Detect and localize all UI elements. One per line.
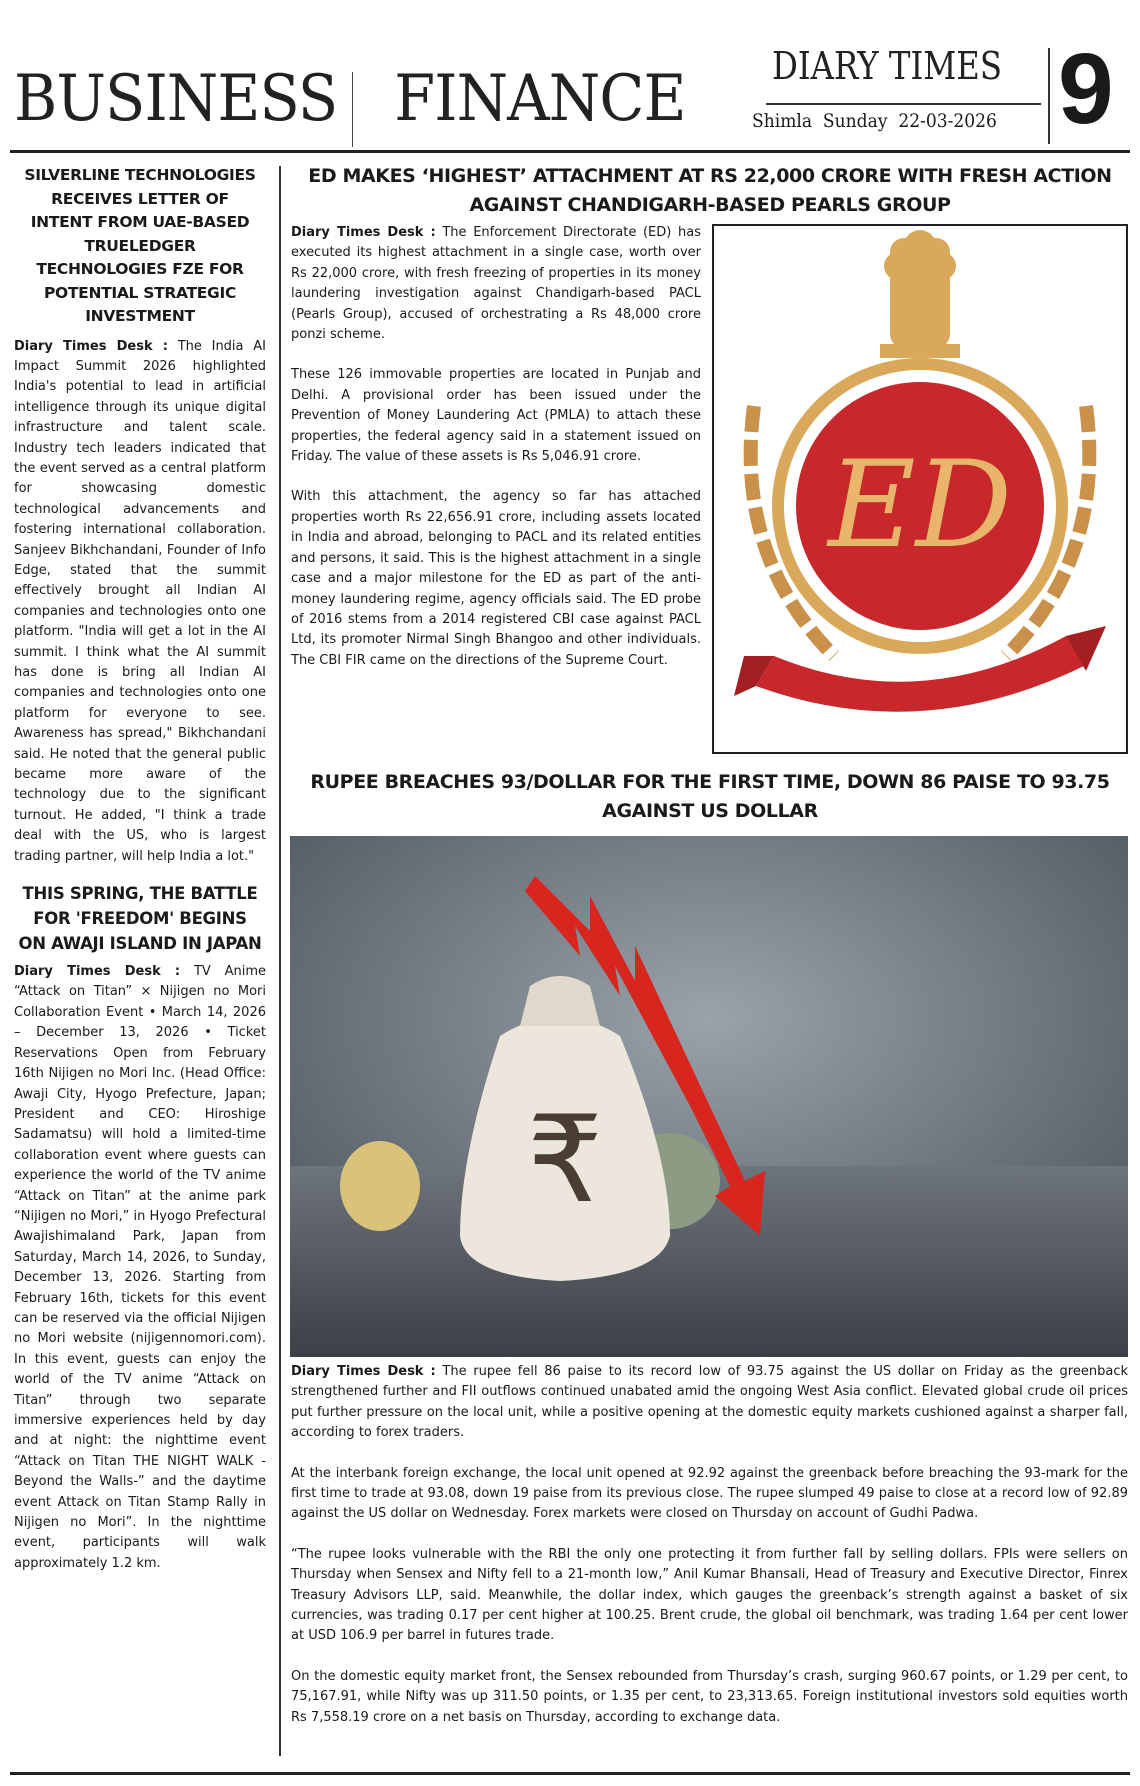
headline: THIS SPRING, THE BATTLE FOR 'FREEDOM' BEGINS ON AWAJI ISLAND IN JAPAN — [18, 884, 262, 954]
article-silverline — [14, 164, 266, 867]
day: Sunday — [822, 110, 888, 132]
article-awaji — [14, 881, 266, 1574]
paragraph: At the interbank foreign exchange, the local unit opened at 92.92 against the greenback before breaching the 93-mark for the first time to trade at 93.08, down 19 paise from its previous close. The rupee slumped 49 paise to close at a record low of 92.89 against the US dollar on Wednesday. Forex markets were closed on Thursday on account of Gudhi Padwa. — [291, 1465, 1128, 1522]
column-divider — [279, 166, 281, 1756]
headline: SILVERLINE TECHNOLOGIES RECEIVES LETTER OF INTENT FROM UAE-BASED TRUELEDGER TECHNOLOGIES FZE FOR POTENTIAL STRATEGIC INVESTMENT — [24, 166, 256, 325]
dateline — [752, 110, 997, 132]
masthead-divider — [352, 72, 353, 147]
ed-logo-image — [712, 224, 1128, 754]
section-business: BUSINESS — [14, 62, 338, 136]
bottom-rule — [10, 1772, 1130, 1775]
byline: Diary Times Desk : — [14, 338, 168, 354]
rupee-photo — [290, 836, 1128, 1357]
rupee-headline: RUPEE BREACHES 93/DOLLAR FOR THE FIRST TIME, DOWN 86 PAISE TO 93.75 AGAINST US DOLLAR — [310, 771, 1110, 822]
page-number: 9 — [1058, 33, 1114, 145]
top-rule — [10, 150, 1130, 153]
article-body — [14, 337, 266, 868]
paragraph: “The rupee looks vulnerable with the RBI the only one protecting it from further fall by selling dollars. FPIs were sellers on Thursday when Sensex and Nifty fell to a 21-month low,” Anil Kumar Bhansali, Head of Treasury and Executive Director, Finrex Treasury Advisors LLP, said. Meanwhile, the dollar index, which gauges the greenback’s strength against a basket of six currencies, was trading 0.17 per cent higher at 100.25. Brent crude, the global oil benchmark, was trading 1.64 per cent lower at USD 106.9 per barrel in futures trade. — [291, 1546, 1128, 1644]
date: 22-03-2026 — [898, 110, 997, 132]
paragraph: The rupee fell 86 paise to its record low of 93.75 against the US dollar on Friday as the greenback strengthened further and FII outflows continued unabated amid the ongoing West Asia conflict. Elevated global crude oil prices put further pressure on the local unit, while a positive opening at the domestic equity markets cushioned against a sharper fall, according to forex traders. — [291, 1364, 1128, 1441]
city: Shimla — [752, 110, 813, 132]
paragraph: The Enforcement Directorate (ED) has executed its highest attachment in a single case, worth over Rs 22,000 crore, with fresh freezing of properties in its money laundering investigation against Chandigarh-based PACL (Pearls Group), accused of orchestrating a Rs 48,000 crore ponzi scheme. — [291, 225, 701, 343]
paragraph: With this attachment, the agency so far has attached properties worth Rs 22,656.91 crore, including assets located in India and abroad, belonging to PACL and its related entities and persons, it said. This is the highest attachment in a single case and a major milestone for the ED as part of the anti-money laundering regime, agency officials said. The ED probe of 2016 stems from a 2014 registered CBI case against PACL Ltd, its promoter Nirmal Singh Bhangoo and other individuals. The CBI FIR came on the directions of the Supreme Court. — [291, 489, 701, 668]
rupee-article-body — [291, 1362, 1128, 1748]
ed-article-body — [291, 223, 701, 691]
article-body — [14, 962, 266, 1574]
section-finance: FINANCE — [394, 62, 686, 136]
left-column — [14, 164, 266, 1574]
body-text: The India AI Impact Summit 2026 highlighted India's potential to lead in artificial intelligence through its unique digital infrastructure and talent scale. Industry tech leaders indicated that the event served as a central platform for showcasing domestic technological advancements and fostering international collaboration. Sanjeev Bikhchandani, Founder of Info Edge, stated that the summit effectively brought all Indian AI companies and technologies onto one platform. "India will get a lot in the AI summit. I think what the AI summit has done is bring all Indian AI companies and technologies onto one platform for everyone to see. Awareness has spread," Bikhchandani said. He noted that the general public became more aware of the technology due to the significant turnout. He added, "I think a trade deal with the US, who is largest trading partner, will help India a lot." — [14, 338, 266, 864]
rupee-icon: ₹ — [526, 1091, 604, 1230]
byline: Diary Times Desk : — [14, 964, 181, 980]
svg-text:ED: ED — [828, 436, 1012, 575]
ed-headline: ED MAKES ‘HIGHEST’ ATTACHMENT AT RS 22,000 CRORE WITH FRESH ACTION AGAINST CHANDIGARH-BASED PEARLS GROUP — [308, 165, 1112, 216]
byline: Diary Times Desk : — [291, 225, 436, 240]
paper-name: DIARY TIMES — [772, 44, 1002, 88]
paper-rule — [766, 103, 1041, 105]
emblem-icon — [880, 230, 960, 358]
paragraph: On the domestic equity market front, the Sensex rebounded from Thursday’s crash, surging 960.67 points, or 1.29 per cent, to 75,167.91, while Nifty was up 311.50 points, or 1.35 per cent, to 23,313.65. Foreign institutional investors sold equities worth Rs 7,558.19 crore on a net basis on Thursday, according to exchange data. — [291, 1668, 1128, 1725]
byline: Diary Times Desk : — [291, 1364, 436, 1379]
body-text: TV Anime “Attack on Titan” × Nijigen no Mori Collaboration Event • March 14, 2026 – December 13, 2026 • Ticket Reservations Open from February 16th Nijigen no Mori Inc. (Head Office: Awaji City, Hyogo Prefecture, Japan; President and CEO: Hiroshige Sadamatsu) will hold a limited-time collaboration event where guests can experience the world of the TV anime “Attack on Titan” at the anime park “Nijigen no Mori,” in Hyogo Prefectural Awajishimaland Park, Japan from Saturday, March 14, 2026, to Sunday, December 13, 2026. Starting from February 16th, tickets for this event can be reserved via the official Nijigen no Mori website (nijigennomori.com). In this event, guests can enjoy the world of the TV anime “Attack on Titan” through two separate immersive experiences held by day and at night: the nighttime event “Attack on Titan THE NIGHT WALK -Beyond the Walls-” and the daytime event Attack on Titan Stamp Rally in Nijigen no Mori”. In the nighttime event, participants will walk approximately 1.2 km. — [14, 964, 266, 1571]
page-divider — [1048, 48, 1050, 144]
paragraph: These 126 immovable properties are located in Punjab and Delhi. A provisional order has been issued under the Prevention of Money Laundering Act (PMLA) to attach these properties, the federal agency said in a statement issued on Friday. The value of these assets is Rs 5,046.91 crore. — [291, 367, 701, 465]
section-title — [14, 62, 686, 136]
